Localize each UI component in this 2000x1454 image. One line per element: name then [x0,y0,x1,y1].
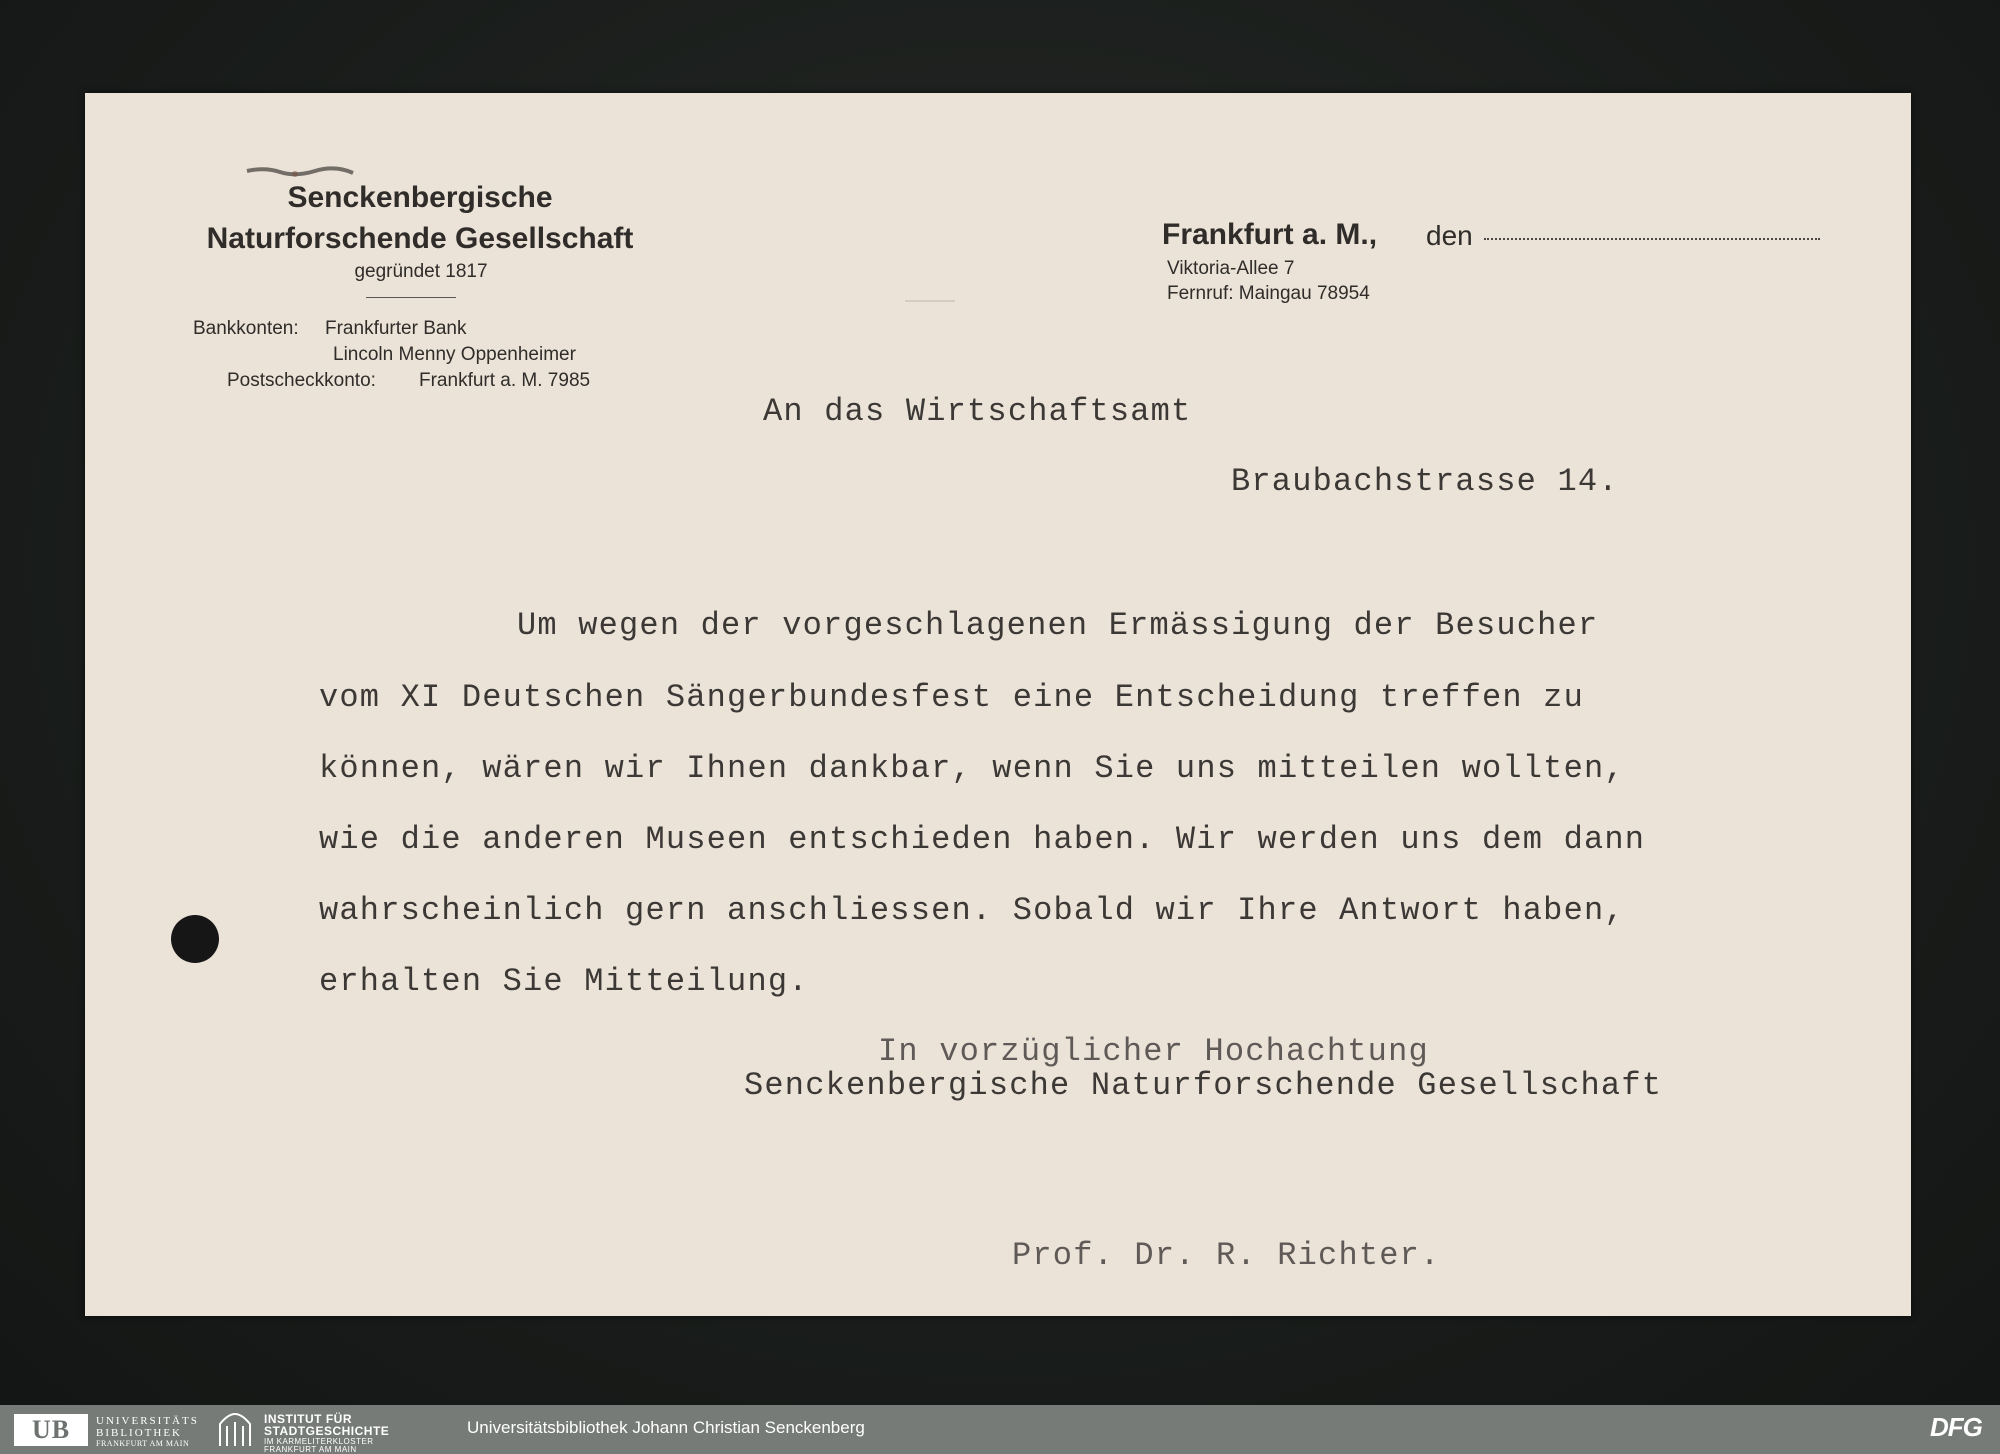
org-name-line2: Naturforschende Gesellschaft [206,222,634,255]
body-line-3: können, wären wir Ihnen dankbar, wenn Sie uns mitteilen wollten, [319,750,1625,787]
punch-hole [171,915,219,963]
postscheck-account: Frankfurt a. M. 7985 [419,370,591,391]
isg-text-2: STADTGESCHICHTE [264,1424,390,1438]
letterhead-divider [366,297,456,298]
recipient-address: Braubachstrasse 14. [1231,463,1619,500]
uni-text-2: BIBLIOTHEK [96,1427,182,1439]
faint-mark [905,300,955,302]
uni-text-3: FRANKFURT AM MAIN [96,1439,190,1448]
ub-logo: UB [14,1414,88,1446]
org-name-line1: Senckenbergische [287,181,553,214]
body-line-6: erhalten Sie Mitteilung. [319,963,809,1000]
date-line [1484,238,1820,240]
body-line-2: vom XI Deutschen Sängerbundesfest eine Entscheidung treffen zu [319,679,1584,716]
founded-text: gegründet 1817 [354,261,488,282]
postscheck-label: Postscheckkonto: [227,370,376,391]
uni-text-1: UNIVERSITÄTS [96,1415,199,1427]
street-address: Viktoria-Allee 7 [1167,258,1295,279]
city-heading: Frankfurt a. M., [1162,218,1378,251]
isg-text-3: IM KARMELITERKLOSTER [264,1437,374,1446]
dfg-logo: DFG [1930,1412,1982,1442]
signature-line: Prof. Dr. R. Richter. [1012,1237,1441,1274]
library-name: Universitätsbibliothek Johann Christian Senckenberg [467,1418,865,1437]
date-prefix: den [1426,220,1473,251]
bank-account-1: Frankfurter Bank [325,318,467,339]
recipient-line: An das Wirtschaftsamt [763,393,1192,430]
body-line-5: wahrscheinlich gern anschliessen. Sobald wir Ihre Antwort haben, [319,892,1625,929]
phone-number: Fernruf: Maingau 78954 [1167,283,1370,304]
institute-building-icon [216,1412,254,1448]
bank-account-2: Lincoln Menny Oppenheimer [333,344,576,365]
body-line-4: wie die anderen Museen entschieden haben. Wir werden uns dem dann [319,821,1646,858]
isg-text-4: FRANKFURT AM MAIN [264,1445,357,1454]
body-line-1: Um wegen der vorgeschlagenen Ermässigung der Besucher [517,607,1599,644]
bank-label: Bankkonten: [193,318,299,339]
closing-organisation: Senckenbergische Naturforschende Gesellschaft [744,1067,1663,1104]
ink-smudge [245,165,355,179]
closing-greeting: In vorzüglicher Hochachtung [878,1033,1429,1070]
isg-text-1: INSTITUT FÜR [264,1412,352,1426]
